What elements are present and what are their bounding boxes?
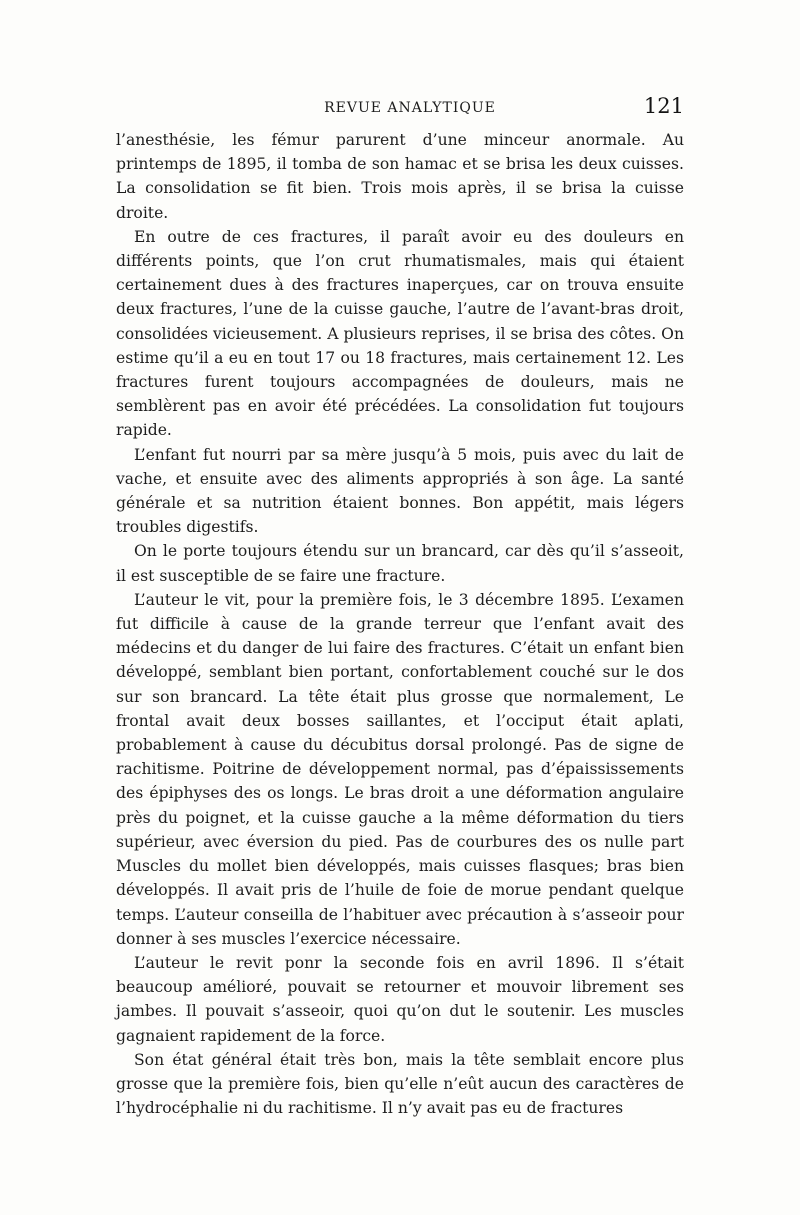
running-title: REVUE ANALYTIQUE	[324, 100, 496, 116]
paragraph: L’auteur le revit ponr la seconde fois en avril 1896. Il s’était beaucoup amélioré, pouvait se retourner et mouvoir librement ses jambes. Il pouvait s’asseoir, quoi qu’on dut le soutenir. Les muscles gagnaient rapidement de la force.	[116, 953, 684, 1045]
body-text	[116, 128, 684, 1120]
page-header	[116, 94, 684, 124]
paragraph: L’auteur le vit, pour la première fois, le 3 décembre 1895. L’examen fut difficile à cause de la grande terreur que l’enfant avait des médecins et du danger de lui faire des fractures. C’était un enfant bien développé, semblant bien portant, confortablement couché sur le dos sur son brancard. La tête était plus grosse que normalement, Le frontal avait deux bosses saillantes, et l’occiput était aplati, probablement à cause du décubitus dorsal prolongé. Pas de signe de rachitisme. Poitrine de développement normal, pas d’épaississements des épiphyses des os longs. Le bras droit a une déformation angulaire près du poignet, et la cuisse gauche a la même déformation du tiers supérieur, avec éversion du pied. Pas de courbures des os nulle part Muscles du mollet bien développés, mais cuisses flasques; bras bien développés. Il avait pris de l’huile de foie de morue pendant quelque temps. L’auteur conseilla de l’habituer avec précaution à s’asseoir pour donner à ses muscles l’exercice nécessaire.	[116, 590, 684, 948]
paragraph: Son état général était très bon, mais la tête semblait encore plus grosse que la première fois, bien qu’elle n’eût aucun des caractères de l’hydrocéphalie ni du rachitisme. Il n’y avait pas eu de fractures	[116, 1050, 684, 1118]
paragraph: l’anesthésie, les fémur parurent d’une minceur anormale. Au printemps de 1895, il tomba de son hamac et se brisa les deux cuisses. La consolidation se fit bien. Trois mois après, il se brisa la cuisse droite.	[116, 131, 684, 222]
page-number: 121	[643, 94, 684, 118]
paragraph: On le porte toujours étendu sur un brancard, car dès qu’il s’asseoit, il est susceptible de se faire une fracture.	[116, 542, 684, 585]
paragraph: En outre de ces fractures, il paraît avoir eu des douleurs en différents points, que l’on crut rhumatismales, mais qui étaient certainement dues à des fractures inaperçues, car on trouva ensuite deux fractures, l’une de la cuisse gauche, l’autre de l’avant-bras droit, consolidées vicieusement. A plusieurs reprises, il se brisa des côtes. On estime qu’il a eu en tout 17 ou 18 fractures, mais certainement 12. Les fractures furent toujours accompagnées de douleurs, mais ne semblèrent pas en avoir été précédées. La consolidation fut toujours rapide.	[116, 227, 684, 440]
paragraph: L’enfant fut nourri par sa mère jusqu’à 5 mois, puis avec du lait de vache, et ensuite avec des aliments appropriés à son âge. La santé générale et sa nutrition étaient bonnes. Bon appétit, mais légers troubles digestifs.	[116, 445, 684, 537]
